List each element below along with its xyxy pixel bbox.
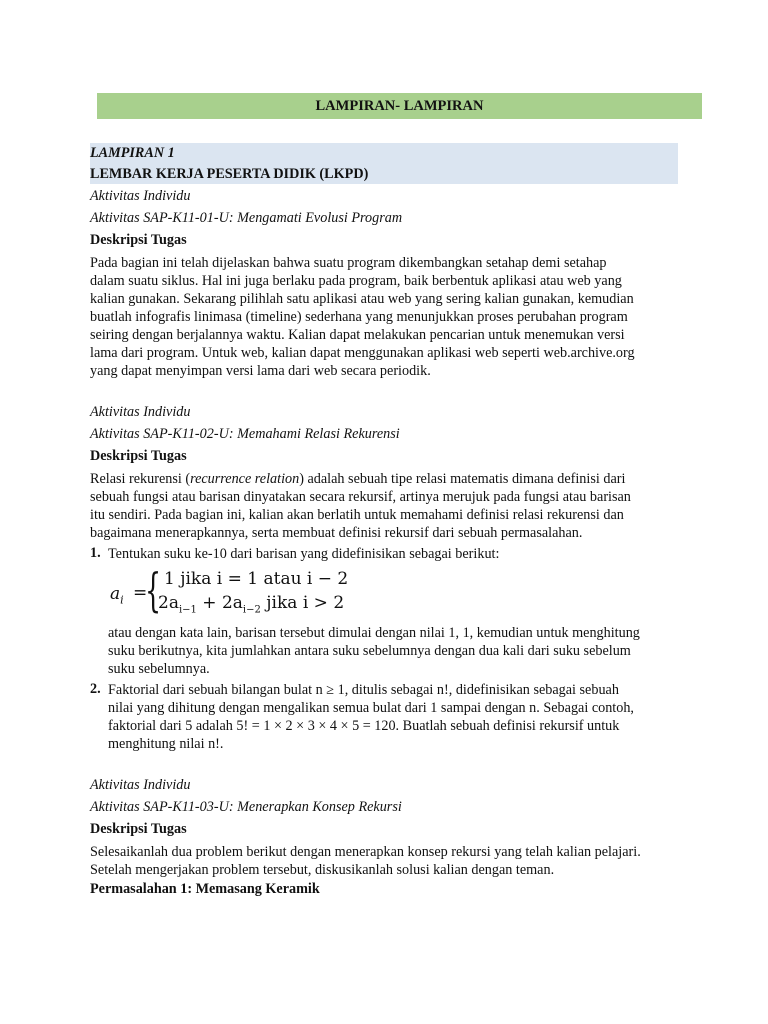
text-line: atau dengan kata lain, barisan tersebut dimulai dengan nilai 1, 1, kemudian untuk menghitung (108, 625, 640, 641)
activity2-heading: Deskripsi Tugas (90, 448, 187, 464)
activity2-description (90, 470, 680, 542)
item2-text (108, 681, 688, 753)
text-line: Setelah mengerjakan problem tersebut, diskusikanlah solusi kalian dengan teman. (90, 862, 555, 878)
text-line: sebuah fungsi atau barisan dinyatakan secara rekursif, artinya merujuk pada fungsi atau barisan (90, 489, 631, 505)
activity3-type: Aktivitas Individu (90, 777, 191, 793)
text-line: suku berikutnya, kita jumlahkan antara suku sebelumnya dengan dua kali dari suku sebelum (108, 643, 631, 659)
text-line: kalian gunakan. Sekarang pilihlah satu aplikasi atau web yang sering kalian gunakan, kemudian (90, 291, 634, 307)
formula-case1: 1 jika i = 1 atau i − 2 (164, 569, 349, 589)
activity3-title: Aktivitas SAP-K11-03-U: Menerapkan Konsep Rekursi (90, 799, 402, 815)
intro-pre: Relasi rekurensi ( (90, 471, 191, 487)
activity3-description (90, 843, 680, 879)
lampiran-label: LAMPIRAN 1 (90, 145, 175, 161)
activity3-heading: Deskripsi Tugas (90, 821, 187, 837)
item1-text: Tentukan suku ke-10 dari barisan yang didefinisikan sebagai berikut: (108, 546, 500, 562)
item1-number: 1. (90, 545, 101, 561)
text-line: itu sendiri. Pada bagian ini, kalian akan berlatih untuk memahami definisi relasi rekurensi dan (90, 507, 624, 523)
text-line: yang dapat menyimpan versi lama dari web secara periodik. (90, 363, 431, 379)
text-line: bagaimana menerapkannya, serta membuat definisi rekursif dari sebuah permasalahan. (90, 525, 583, 541)
recurrence-formula (108, 563, 368, 617)
left-brace-symbol: { (145, 563, 162, 617)
text-line: dalam suatu siklus. Hal ini juga berlaku pada program, baik berbentuk aplikasi atau web yang (90, 273, 622, 289)
text-line: Faktorial dari sebuah bilangan bulat n ≥ 1, ditulis sebagai n!, didefinisikan sebagai sebuah (108, 682, 619, 698)
text-line: menghitung nilai n!. (108, 736, 224, 752)
text-line: lama dari program. Untuk web, kalian dapat menggunakan aplikasi web seperti web.archive.org (90, 345, 635, 361)
intro-italic-term: recurrence relation (190, 471, 300, 487)
formula-lhs: $a_i$ (110, 584, 124, 607)
item2-number: 2. (90, 681, 101, 697)
intro-line (90, 470, 680, 488)
formula-equals: = (133, 583, 148, 603)
appendix-banner: LAMPIRAN- LAMPIRAN (97, 93, 702, 119)
item1-explanation (108, 624, 688, 678)
formula-case2: $2a_{i-1} + 2a_{i-2}$ jika i > 2 (158, 593, 345, 616)
text-line: seiring dengan berjalannya waktu. Kalian dapat melakukan pencarian untuk menemukan versi (90, 327, 625, 343)
text-line: nilai yang dihitung dengan mengalikan semua bulat dari 1 sampai dengan n. Sebagai contoh, (108, 700, 634, 716)
text-line: faktorial dari 5 adalah 5! = 1 × 2 × 3 × 4 × 5 = 120. Buatlah sebuah definisi rekursif untuk (108, 718, 620, 734)
text-line: Pada bagian ini telah dijelaskan bahwa suatu program dikembangkan setahap demi setahap (90, 255, 607, 271)
activity1-heading: Deskripsi Tugas (90, 232, 187, 248)
activity2-title: Aktivitas SAP-K11-02-U: Memahami Relasi Rekurensi (90, 426, 400, 442)
text-line: buatlah infografis linimasa (timeline) sederhana yang menunjukkan proses perubahan program (90, 309, 628, 325)
problem1-heading: Permasalahan 1: Memasang Keramik (90, 881, 320, 897)
lkpd-title: LEMBAR KERJA PESERTA DIDIK (LKPD) (90, 166, 369, 182)
activity2-type: Aktivitas Individu (90, 404, 191, 420)
activity1-description (90, 254, 680, 380)
intro-post: ) adalah sebuah tipe relasi matematis dimana definisi dari (299, 471, 626, 487)
text-line: Selesaikanlah dua problem berikut dengan menerapkan konsep rekursi yang telah kalian pelajari. (90, 844, 641, 860)
activity1-title: Aktivitas SAP-K11-01-U: Mengamati Evolusi Program (90, 210, 403, 226)
text-line: suku sebelumnya. (108, 661, 210, 677)
activity1-type: Aktivitas Individu (90, 188, 191, 204)
